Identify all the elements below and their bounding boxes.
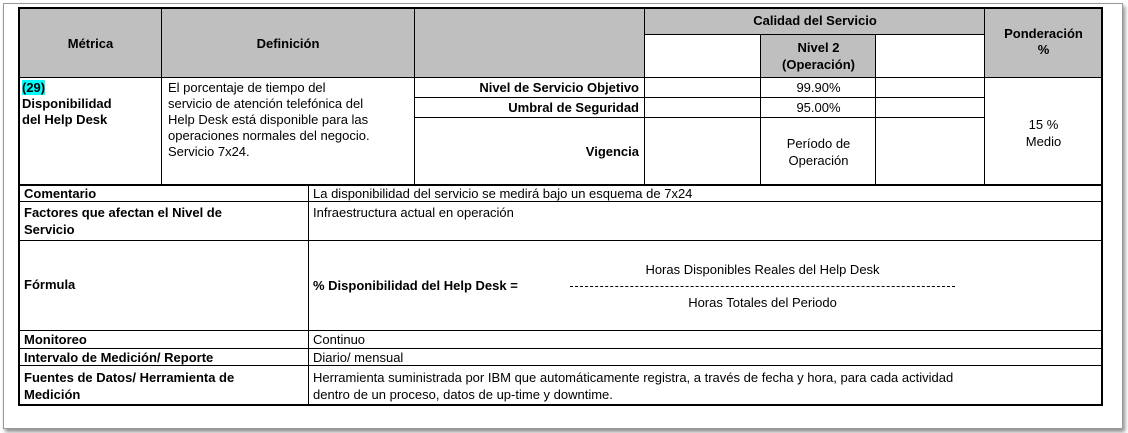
formula-denominator: Horas Totales del Periodo — [688, 295, 837, 310]
fuentes-label-line2: Medición — [24, 387, 81, 402]
comentario-label: Comentario — [24, 186, 97, 201]
metric-name-line2: del Help Desk — [22, 112, 108, 127]
header-nivel-2: Nivel 2 — [797, 40, 840, 55]
definition-line: El porcentaje de tiempo del — [168, 80, 326, 95]
header-ponderacion-percent: % — [1037, 42, 1050, 57]
umbral-value: 95.00% — [796, 100, 841, 115]
vigencia-label: Vigencia — [585, 144, 639, 159]
comentario-value: La disponibilidad del servicio se medirá bajo un esquema de 7x24 — [313, 186, 693, 201]
definition-line: servicio de atención telefónica del — [168, 96, 364, 111]
formula-lhs: % Disponibilidad del Help Desk = — [313, 278, 518, 293]
fuentes-value-line1: Herramienta suministrada por IBM que automáticamente registra, a través de fecha y hora, para cada actividad — [313, 370, 954, 385]
header-blank-cell — [414, 8, 645, 78]
fuentes-label-line1: Fuentes de Datos/ Herramienta de — [24, 370, 235, 385]
intervalo-value: Diario/ mensual — [313, 350, 404, 365]
header-operacion: (Operación) — [782, 57, 855, 72]
objetivo-value: 99.90% — [796, 80, 841, 95]
umbral-label: Umbral de Seguridad — [508, 100, 639, 115]
factores-value: Infraestructura actual en operación — [313, 205, 514, 220]
ponderacion-level: Medio — [1025, 134, 1062, 149]
fuentes-value-line2: dentro de un proceso, datos de up-time y downtime. — [313, 387, 613, 402]
header-metrica: Métrica — [67, 36, 114, 51]
formula-fraction-bar — [570, 286, 955, 287]
objetivo-label: Nivel de Servicio Objetivo — [479, 80, 639, 95]
monitoreo-value: Continuo — [313, 332, 366, 347]
metric-name-line1: Disponibilidad — [22, 96, 112, 111]
header-ponderacion: Ponderación — [1004, 26, 1083, 41]
vigencia-value-line1: Período de — [786, 136, 851, 151]
header-calidad-del-servicio: Calidad del Servicio — [753, 13, 877, 28]
factores-label-line1: Factores que afectan el Nivel de — [24, 205, 222, 220]
formula-numerator: Horas Disponibles Reales del Help Desk — [645, 262, 880, 277]
definition-line: Help Desk está disponible para las — [168, 112, 369, 127]
header-definicion: Definición — [256, 36, 320, 51]
ponderacion-percent: 15 % — [1028, 117, 1059, 132]
intervalo-label: Intervalo de Medición/ Reporte — [24, 350, 214, 365]
formula-label: Fórmula — [24, 277, 76, 292]
definition-line: operaciones normales del negocio. — [168, 128, 370, 143]
definition-line: Servicio 7x24. — [168, 144, 250, 159]
monitoreo-label: Monitoreo — [24, 332, 87, 347]
metric-number: (29) — [22, 80, 46, 95]
factores-label-line2: Servicio — [24, 222, 75, 237]
vigencia-value-line2: Operación — [788, 153, 849, 168]
